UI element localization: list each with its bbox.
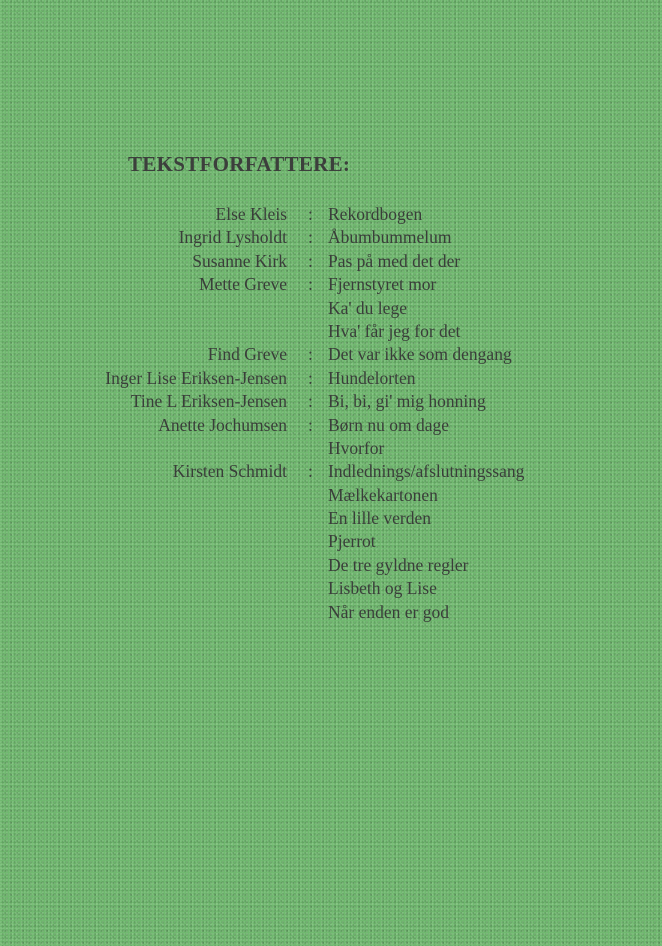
list-item xyxy=(0,437,662,460)
list-item xyxy=(0,414,662,437)
separator-colon: : xyxy=(308,227,313,248)
separator-colon: : xyxy=(308,367,313,388)
song-title: Hvorfor xyxy=(328,437,385,458)
separator-colon: : xyxy=(308,414,313,435)
song-title: En lille verden xyxy=(328,508,432,529)
author-name: Find Greve xyxy=(207,344,287,365)
separator-colon: : xyxy=(308,250,313,271)
song-title: Åbumbummelum xyxy=(328,227,452,248)
song-title: Fjernstyret mor xyxy=(328,274,437,295)
separator-colon: : xyxy=(308,344,313,365)
song-title: Indlednings/afslutningssang xyxy=(328,461,525,482)
song-title: Lisbeth og Lise xyxy=(328,578,437,599)
song-title: Når enden er god xyxy=(328,601,449,622)
list-item xyxy=(0,297,662,320)
song-title: Hundelorten xyxy=(328,367,416,388)
author-name: Kirsten Schmidt xyxy=(172,461,287,482)
author-name: Anette Jochumsen xyxy=(158,414,287,435)
song-title: Rekordbogen xyxy=(328,204,423,224)
list-item xyxy=(0,250,662,273)
song-title: Pjerrot xyxy=(328,531,376,552)
song-title: Pas på med det der xyxy=(328,250,461,271)
song-title: Hva' får jeg for det xyxy=(328,320,461,341)
list-item xyxy=(0,367,662,390)
song-title: Det var ikke som dengang xyxy=(328,344,512,365)
separator-colon: : xyxy=(308,204,313,224)
list-item xyxy=(0,390,662,413)
author-name: Susanne Kirk xyxy=(192,250,287,271)
list-item xyxy=(0,226,662,249)
page-title: TEKSTFORFATTERE: xyxy=(128,152,351,176)
list-item xyxy=(0,484,662,507)
author-name: Mette Greve xyxy=(199,274,287,295)
list-item xyxy=(0,530,662,553)
list-item xyxy=(0,320,662,343)
separator-colon: : xyxy=(308,274,313,295)
list-item xyxy=(0,554,662,577)
separator-colon: : xyxy=(308,461,313,482)
author-name: Tine L Eriksen-Jensen xyxy=(130,391,287,412)
list-item xyxy=(0,273,662,296)
song-title: De tre gyldne regler xyxy=(328,554,469,575)
separator-colon: : xyxy=(308,391,313,412)
list-item xyxy=(0,203,662,226)
song-title: Mælkekartonen xyxy=(328,484,438,505)
author-name: Inger Lise Eriksen-Jensen xyxy=(105,367,287,388)
song-title: Bi, bi, gi' mig honning xyxy=(328,391,486,412)
list-item xyxy=(0,601,662,624)
list-item xyxy=(0,577,662,600)
song-title: Børn nu om dage xyxy=(328,414,450,435)
list-item xyxy=(0,343,662,366)
list-item xyxy=(0,507,662,530)
list-item xyxy=(0,460,662,483)
author-name: Ingrid Lysholdt xyxy=(178,227,287,248)
author-name: Else Kleis xyxy=(215,204,287,224)
song-title: Ka' du lege xyxy=(328,297,407,318)
lyricist-list xyxy=(0,203,662,624)
